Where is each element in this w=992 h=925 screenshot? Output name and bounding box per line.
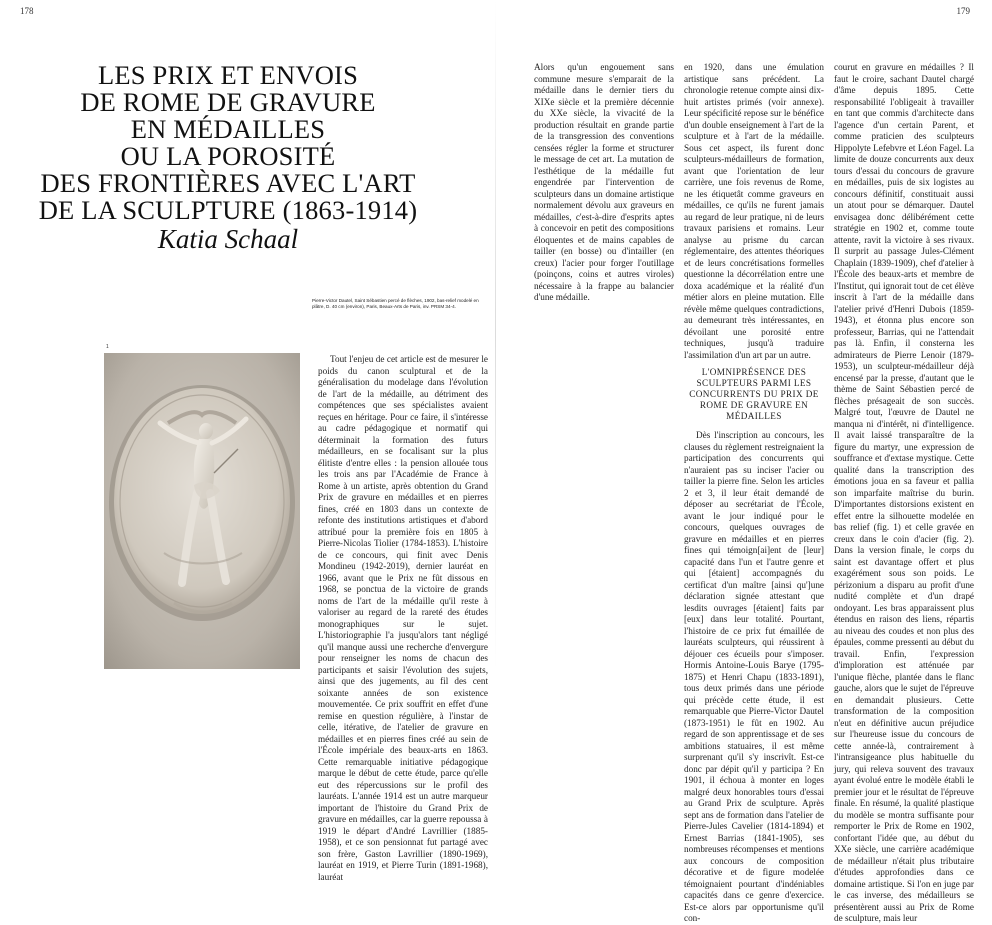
folio-right: 179 — [956, 6, 970, 16]
folio-left: 178 — [20, 6, 34, 16]
left-text-column — [318, 354, 488, 882]
title-line: DE LA SCULPTURE (1863-1914) — [38, 195, 418, 225]
title-line: EN MÉDAILLES — [130, 114, 326, 144]
right-text-column-2 — [684, 62, 824, 923]
right-page — [496, 0, 992, 923]
left-page — [0, 0, 496, 882]
article-title — [38, 62, 418, 254]
title-line: LES PRIX ET ENVOIS — [97, 60, 359, 90]
body-paragraph: courut en gravure en médailles ? Il faut le croire, sachant Dautel chargé d'âme depuis 1895. Cette responsabilité l'obligeait à travailler en tant que commis d'architecte dans l'agence d'un certain Parent, et comme praticien des sculpteurs Hippolyte Lefebvre et Léon Fagel. La limite de douze concurrents aux deux tours d'essai du concours de gravure en médailles, puis de six logistes au concours définitif, constituait aussi un atout pour se démarquer. Dautel envisagea donc délibérément cette stratégie en 1902 et, comme toute attente, ravit la victoire à ses rivaux. Il surprit au passage Jules-Clément Chaplain (1839-1909), chef d'atelier à l'École des beaux-arts et membre de l'Institut, qui ignorait tout de cet élève inscrit à l'art de la médaille dans l'atelier privé d'Henri Dubois (1859-1943), et étonna plus encore son professeur, Barrias, qui ne l'attendait pas là. Enfin, il consterna les admirateurs de Pierre Lenoir (1879-1953), un sculpteur-médailleur déjà encensé par la presse, d'autant que le thème de Saint Sébastien percé de flèches présageait de son succès. Malgré tout, l'œuvre de Dautel ne manqua ni d'intérêt, ni d'intelligence. Il avait laissé transparaître de la figure du martyr, une expression de souffrance et d'extase mystique. Cette qualité dans la transcription des émotions joua en sa faveur et pallia son imparfaite maîtrise du burin. D'importantes distorsions existent en effet entre la silhouette modelée en bas relief (fig. 1) et celle gravée en creux dans le coin d'acier (fig. 2). Dans la version finale, le corps du saint est davantage offert et plus exagérément sous son poids. Le périzonium a disparu au profit d'une nudité complète et d'un drapé ondoyant. Les bras apparaissent plus étendus en raison des liens, répartis au niveau des coudes et non plus des épaules, comme pressenti au début du travail. Enfin, l'expression d'imploration est atténuée par l'unique flèche, plantée dans le flanc gauche, alors que le sujet de l'épreuve en demandait plusieurs. Cette transformation de la composition n'eut en définitive aucun préjudice sur l'heureuse issue du concours de cette année-là, contrairement à l'intransigeance plus habituelle du jury, qui releva souvent des travaux ayant évolué entre le modèle établi le premier jour et le résultat de l'épreuve finale. En résumé, la qualité plastique du modèle se montra suffisante pour remporter le Prix de Rome en 1902, confortant l'idée que, au début du XXe siècle, une carrière académique de médailleur n'était plus tributaire d'études approfondies dans ce domaine artistique. Si l'on en juge par le cas inverse, des médailleurs se présentèrent aussi au Prix de Rome de sculpture, mais leur — [834, 62, 974, 923]
author-name: Katia Schaal — [157, 224, 299, 254]
title-line: DE ROME DE GRAVURE — [80, 87, 376, 117]
body-paragraph: en 1920, dans une émulation artistique sans précédent. La chronologie retenue compte ainsi dix-huit artistes primés (voir annexe). Leur spécificité repose sur le bénéfice d'un double enseignement à l'art de la sculpture et à l'art de la médaille. Sous cet aspect, ils furent donc sculpteurs-médailleurs de formation, avant que l'orientation de leur carrière, une fois revenus de Rome, ne les étiquetât comme graveurs en médailles, ce qu'ils ne furent jamais au regard de leur pratique, ni de leurs travaux parisiens et romains. Leur analyse au prisme du carcan réglementaire, des attentes théoriques et de leurs concrétisations formelles questionne la décorrélation entre une doxa académique et la réalité d'un métier alors en pleine mutation. Elle révèle même quelques contradictions, au demeurant très intéressantes, en dévoilant une porosité entre techniques, jusqu'à traduire l'assimilation d'un art par un autre. — [684, 62, 824, 360]
figure-caption-text: Pierre-Victor Dautel, Saint Sébastien percé de flèches, 1902, bas-relief modelé en plâtre, D. 40 cm (environ), Paris, Beaux-Arts de Paris, inv. PRSM 34-4. — [312, 298, 479, 309]
medal-relief-image — [104, 353, 300, 669]
title-line: DES FRONTIÈRES AVEC L'ART — [40, 168, 416, 198]
title-line: OU LA POROSITÉ — [120, 141, 336, 171]
figure-number: 1 — [106, 344, 109, 350]
body-paragraph: Tout l'enjeu de cet article est de mesurer le poids du canon sculptural et de la généralisation du modelage dans l'évolution de l'art de la médaille, au détriment des compétences que ses spécialistes avaient reçues en héritage. Pour ce faire, il s'intéresse au cadre pédagogique et normatif qui déterminait la formation des futurs médailleurs, en se focalisant sur la plus élitiste d'entre elles : la pension allouée tous les trois ans par l'Académie de France à Rome à un artiste, après obtention du Grand Prix de gravure en médailles et en pierres fines, créé en 1803 dans un contexte de refonte des institutions artistiques et d'abord attribué pour la première fois en 1805 à Pierre-Nicolas Tiolier (1784-1853). L'histoire de ce concours, qui finit avec Denis Mondineu (1942-2019), dernier lauréat en 1966, avant que le Prix ne fût dissous en 1968, se ponctua de la victoire de grands noms de l'art de la médaille qu'il reste à valoriser au regard de la rareté des études monographiques sur le sujet. L'historiographie l'a jusqu'alors tant négligé qu'il manque aussi une recherche d'envergure pour renseigner les noms de chacun des participants et saisir l'évolution des sujets, ainsi que des jugements, au fil des cent soixante années de son existence mouvementée. Ce prix souffrit en effet d'une remise en question régulière, à l'instar de celle, itérative, de l'atelier de gravure en médailles et en pierres fines créé au sein de l'École impériale des beaux-arts en 1863. Cette remarquable initiative pédagogique marque le début de cette étude, parce qu'elle eut des répercussions sur le profil des lauréats. L'année 1914 est un autre marqueur important de l'histoire du Grand Prix de gravure en médailles, car la guerre repoussa à 1919 le départ d'André Lavrillier (1885-1958), et ce son pensionnat fut partagé avec son frère, Gaston Lavrillier (1890-1969), lauréat en 1919, et Pierre Turin (1891-1968), lauréat — [318, 354, 488, 882]
right-text-column-1 — [534, 62, 674, 666]
body-paragraph: Alors qu'un engouement sans commune mesure s'emparait de la médaille dans le dernier tiers du XIXe siècle et la première décennie du XXe siècle, la vivacité de la production résultait en grande partie de la transgression des conventions censées régler la forme et structurer le message de cet art. La mutation de l'esthétique de la médaille fut engendrée par l'intervention de sculpteurs dans un domaine artistique normalement dévolu aux graveurs en médailles, c'est-à-dire d'esprits aptes à concevoir en petit des compositions éloquentes et de mains capables de tailler (en bosse) ou d'intailler (en creux) l'acier pour forger l'outillage (poinçons, coins et autres viroles) nécessaire à la frappe au balancier d'une médaille. — [534, 62, 674, 302]
section-subheading: L'OMNIPRÉSENCE DES SCULPTEURS PARMI LES CONCURRENTS DU PRIX DE ROME DE GRAVURE EN MÉDAILLES — [689, 367, 819, 421]
right-text-column-3 — [834, 62, 974, 923]
figure-caption — [312, 298, 488, 310]
body-paragraph: Dès l'inscription au concours, les clauses du règlement restreignaient la participation des concurrents qui n'auraient pas su inciser l'acier ou tailler la pierre fine. Selon les articles 2 et 3, il leur était demandé de déposer au secrétariat de l'École, avant le jour indiqué pour le concours, quelques ouvrages de gravure en médailles et en pierres fines qui témoign[ai]ent de [leur] capacité dans l'un et l'autre genre et qui [étaient] accompagnés du certificat d'un maître [ainsi qu']une déclaration signée attestant que lesdits ouvrages [étaient] faits par [eux] dans leur totalité. Pourtant, l'histoire de ce prix fut émaillée de lauréats sculpteurs, qui réussirent à déjouer ces écueils pour s'imposer. Hormis Antoine-Louis Barye (1795-1875) et Henri Chapu (1833-1891), tous deux primés dans une période qui précède cette étude, il est remarquable que Pierre-Victor Dautel (1873-1951) le fût en 1902. Au regard de son apprentissage et de ses ambitions statuaires, il est même surprenant qu'il s'y inscrivît. Est-ce donc par dépit qu'il y participa ? En 1901, il échoua à monter en loges malgré deux honorables tours d'essai au Grand Prix de sculpture. Après sept ans de formation dans l'atelier de Pierre-Jules Cavelier (1814-1894) et Ernest Barrias (1841-1905), ses nombreuses récompenses et mentions aux concours de composition décorative et de figure modelée témoignaient pourtant d'indéniables capacités dans ce genre d'exercice. Est-ce alors par opportunisme qu'il con- — [684, 430, 824, 923]
